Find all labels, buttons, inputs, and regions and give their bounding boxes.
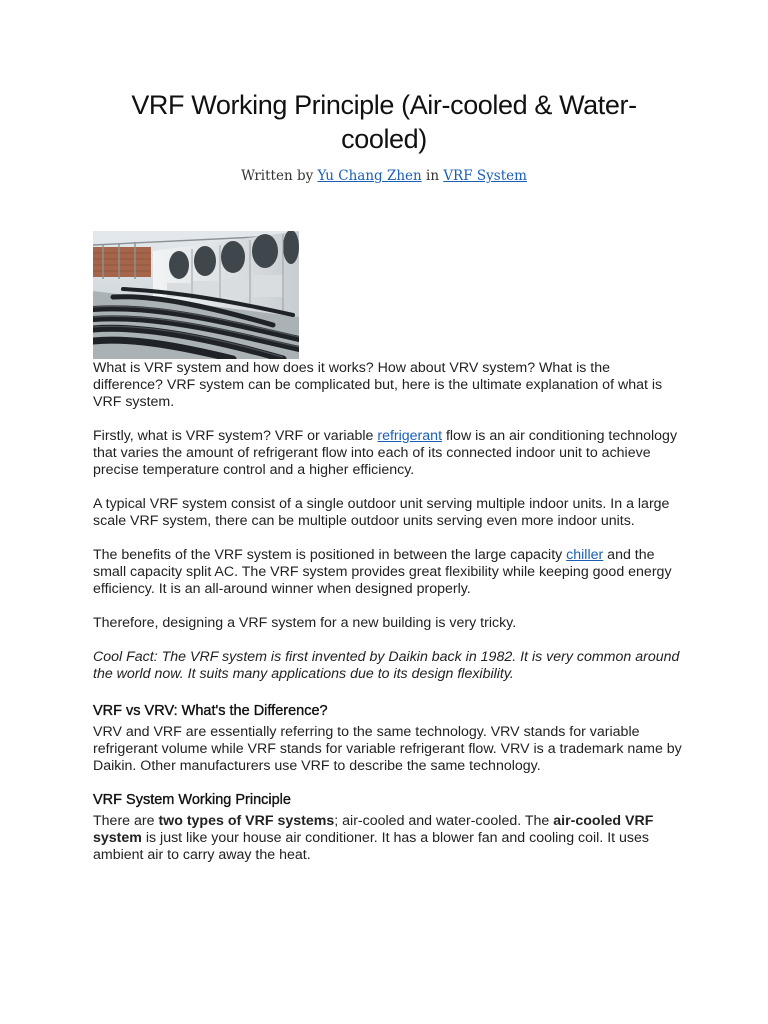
section-heading-working-principle: VRF System Working Principle [93,792,291,808]
paragraph-definition [93,428,683,479]
paragraph-intro: What is VRF system and how does it works? How about VRV system? What is the difference? VRF system can be complicated but, here is the ultimate explanation of what is VRF system. [93,360,663,410]
paragraph-benefits-text-a: The benefits of the VRF system is positioned in between the large capacity [93,547,567,563]
paragraph-working-principle [93,813,683,864]
paragraph-definition-text-a: Firstly, what is VRF system? VRF or variable [93,428,378,444]
category-link[interactable]: VRF System [443,168,527,184]
page-title: VRF Working Principle (Air-cooled & Water-cooled) [131,90,637,154]
paragraph-definition-text-b: flow is an air conditioning technology that varies the amount of refrigerant flow into each of its connected indoor unit to achieve precise temperature control and a higher efficiency. [93,428,678,478]
wp-bold-a: two types of VRF systems [158,813,335,829]
paragraph-design: Therefore, designing a VRF system for a new building is very tricky. [93,615,517,631]
chiller-link[interactable]: chiller [566,547,604,563]
refrigerant-link[interactable]: refrigerant [377,428,443,444]
paragraph-typical-system: A typical VRF system consist of a single outdoor unit serving multiple indoor units. In a large scale VRF system, there can be multiple outdoor units serving even more indoor units. [93,496,670,529]
paragraph-benefits [93,547,683,598]
wp-text-a: There are [93,813,159,829]
byline-in: in [426,168,440,184]
vrf-rooftop-photo [93,231,299,359]
paragraph-benefits-text-b: and the small capacity split AC. The VRF system provides great flexibility while keeping good energy efficiency. It is an all-around winner when designed properly. [93,547,672,597]
wp-text-b: ; air-cooled and water-cooled. The [334,813,554,829]
wp-text-c: is just like your house air conditioner. It has a blower fan and cooling coil. It uses ambient air to carry away the heat. [93,830,649,863]
byline-prefix: Written by [241,168,314,184]
byline [0,168,768,184]
paragraph-vrf-vs-vrv: VRV and VRF are essentially referring to the same technology. VRV stands for variable refrigerant volume while VRF stands for variable refrigerant flow. VRV is a trademark name by Daikin. Other manufacturers use VRF to describe the same technology. [93,724,682,774]
cool-fact: Cool Fact: The VRF system is first invented by Daikin back in 1982. It is very common around the world now. It suits many applications due to its design flexibility. [93,649,680,682]
author-link[interactable]: Yu Chang Zhen [317,168,422,184]
wp-bold-b: air-cooled VRF system [93,813,654,846]
section-heading-vrf-vs-vrv: VRF vs VRV: What's the Difference? [93,703,328,719]
article-body [93,360,683,881]
article-image [93,231,299,359]
